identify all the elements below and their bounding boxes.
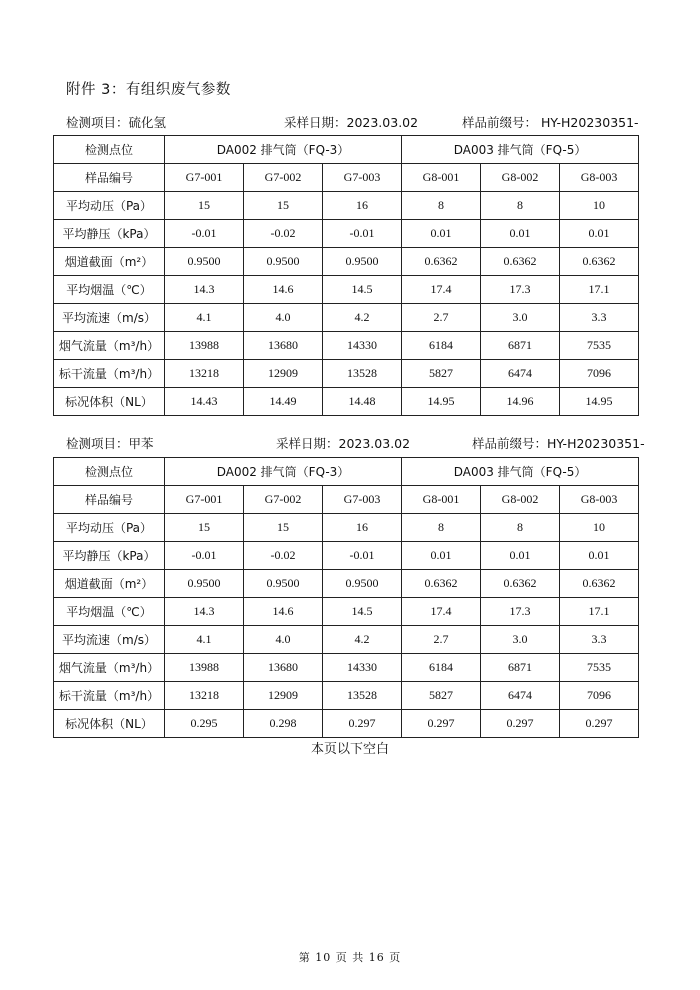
group-header-da003: DA003 排气筒（FQ-5） [402,458,639,486]
cell-value: 14.5 [323,276,402,304]
cell-value: 3.3 [560,626,639,654]
cell-value: 0.6362 [560,570,639,598]
cell-value: 0.9500 [244,248,323,276]
cell-value: 4.2 [323,304,402,332]
cell-value: 0.01 [481,542,560,570]
cell-value: 13528 [323,682,402,710]
cell-value: 6474 [481,682,560,710]
cell-value: -0.02 [244,542,323,570]
cell-value: 13218 [165,682,244,710]
row-label: 平均静压（kPa） [54,220,165,248]
sample-id: G7-002 [244,164,323,192]
cell-value: 17.4 [402,276,481,304]
cell-value: 0.6362 [402,248,481,276]
cell-value: 14.3 [165,276,244,304]
sample-label: 样品编号 [54,486,165,514]
table-row [54,304,639,332]
cell-value: 14.6 [244,276,323,304]
cell-value: 6474 [481,360,560,388]
sample-label: 样品编号 [54,164,165,192]
cell-value: 7535 [560,654,639,682]
header-row [54,136,639,164]
group-header-da002: DA002 排气筒（FQ-3） [165,458,402,486]
cell-value: 2.7 [402,626,481,654]
sample-id: G7-003 [323,164,402,192]
table-row [54,248,639,276]
row-label: 平均静压（kPa） [54,542,165,570]
sample-row [54,486,639,514]
cell-value: -0.01 [323,220,402,248]
cell-value: 6184 [402,332,481,360]
cell-value: 4.2 [323,626,402,654]
point-label: 检测点位 [54,136,165,164]
table-row [54,654,639,682]
cell-value: -0.01 [323,542,402,570]
sample-id: G7-001 [165,486,244,514]
test-item: 检测项目：硫化氢 [66,115,167,130]
row-label: 标况体积（NL） [54,710,165,738]
cell-value: 14.95 [560,388,639,416]
cell-value: 6871 [481,654,560,682]
cell-value: 0.297 [481,710,560,738]
sample-row [54,164,639,192]
cell-value: 15 [244,192,323,220]
sample-id: G8-003 [560,164,639,192]
cell-value: 0.9500 [165,570,244,598]
page-footer: 第 10 页 共 16 页 [298,951,402,964]
table-row [54,598,639,626]
sample-id: G7-001 [165,164,244,192]
cell-value: 3.3 [560,304,639,332]
cell-value: 17.3 [481,276,560,304]
cell-value: 8 [481,514,560,542]
sample-id: G8-002 [481,486,560,514]
cell-value: 13680 [244,332,323,360]
cell-value: 14.48 [323,388,402,416]
sample-id: G7-003 [323,486,402,514]
sample-id: G8-001 [402,164,481,192]
cell-value: 0.01 [402,542,481,570]
cell-value: -0.02 [244,220,323,248]
sample-id: G7-002 [244,486,323,514]
cell-value: 3.0 [481,304,560,332]
cell-value: 15 [165,192,244,220]
cell-value: 8 [402,514,481,542]
table-row [54,360,639,388]
cell-value: 0.01 [402,220,481,248]
sample-prefix: 样品前缀号： HY-H20230351- [462,115,639,130]
cell-value: 7096 [560,360,639,388]
group-header-da002: DA002 排气筒（FQ-3） [165,136,402,164]
cell-value: 0.6362 [560,248,639,276]
cell-value: 4.1 [165,304,244,332]
cell-value: 3.0 [481,626,560,654]
sample-id: G8-002 [481,164,560,192]
cell-value: 0.6362 [402,570,481,598]
row-label: 标况体积（NL） [54,388,165,416]
sample-id: G8-001 [402,486,481,514]
cell-value: 17.4 [402,598,481,626]
cell-value: -0.01 [165,220,244,248]
cell-value: 6184 [402,654,481,682]
cell-value: 0.01 [481,220,560,248]
cell-value: 0.01 [560,220,639,248]
cell-value: 2.7 [402,304,481,332]
cell-value: 5827 [402,360,481,388]
test-item: 检测项目：甲苯 [66,436,154,451]
sample-prefix: 样品前缀号：HY-H20230351- [472,436,645,451]
cell-value: 0.298 [244,710,323,738]
cell-value: 0.9500 [323,570,402,598]
cell-value: 13988 [165,654,244,682]
cell-value: -0.01 [165,542,244,570]
table-row [54,570,639,598]
cell-value: 7096 [560,682,639,710]
cell-value: 0.01 [560,542,639,570]
sampling-date: 采样日期：2023.03.02 [284,115,419,130]
section-1-meta [66,113,639,131]
cell-value: 0.9500 [244,570,323,598]
cell-value: 14330 [323,332,402,360]
group-header-da003: DA003 排气筒（FQ-5） [402,136,639,164]
table-row [54,682,639,710]
cell-value: 13680 [244,654,323,682]
sample-id: G8-003 [560,486,639,514]
table-row [54,332,639,360]
cell-value: 17.1 [560,598,639,626]
row-label: 烟气流量（m³/h） [54,654,165,682]
cell-value: 16 [323,514,402,542]
cell-value: 10 [560,514,639,542]
cell-value: 7535 [560,332,639,360]
cell-value: 12909 [244,360,323,388]
table-row [54,514,639,542]
cell-value: 10 [560,192,639,220]
row-label: 平均烟温（℃） [54,598,165,626]
cell-value: 0.9500 [165,248,244,276]
cell-value: 0.6362 [481,248,560,276]
cell-value: 14.3 [165,598,244,626]
cell-value: 4.1 [165,626,244,654]
row-label: 标干流量（m³/h） [54,682,165,710]
cell-value: 0.297 [402,710,481,738]
cell-value: 16 [323,192,402,220]
cell-value: 5827 [402,682,481,710]
cell-value: 15 [165,514,244,542]
end-note: 本页以下空白 [310,742,389,757]
cell-value: 13218 [165,360,244,388]
table-row [54,710,639,738]
row-label: 标干流量（m³/h） [54,360,165,388]
cell-value: 14.95 [402,388,481,416]
row-label: 平均动压（Pa） [54,192,165,220]
cell-value: 0.6362 [481,570,560,598]
page-title: 附件 3：有组织废气参数 [66,82,231,98]
params-table-1 [53,135,639,416]
cell-value: 17.3 [481,598,560,626]
cell-value: 4.0 [244,626,323,654]
table-row [54,388,639,416]
table-row [54,192,639,220]
row-label: 烟气流量（m³/h） [54,332,165,360]
table-row [54,276,639,304]
row-label: 平均流速（m/s） [54,626,165,654]
cell-value: 6871 [481,332,560,360]
cell-value: 14.96 [481,388,560,416]
cell-value: 0.297 [323,710,402,738]
params-table-2 [53,457,639,738]
cell-value: 14.43 [165,388,244,416]
cell-value: 13988 [165,332,244,360]
cell-value: 0.297 [560,710,639,738]
section-2-meta [66,434,645,452]
row-label: 平均烟温（℃） [54,276,165,304]
sampling-date: 采样日期：2023.03.02 [276,436,411,451]
table-row [54,542,639,570]
row-label: 烟道截面（m²） [54,248,165,276]
cell-value: 4.0 [244,304,323,332]
cell-value: 17.1 [560,276,639,304]
cell-value: 0.295 [165,710,244,738]
cell-value: 15 [244,514,323,542]
cell-value: 14.49 [244,388,323,416]
row-label: 平均流速（m/s） [54,304,165,332]
cell-value: 8 [481,192,560,220]
table-row [54,220,639,248]
cell-value: 12909 [244,682,323,710]
header-row [54,458,639,486]
cell-value: 14.5 [323,598,402,626]
point-label: 检测点位 [54,458,165,486]
row-label: 平均动压（Pa） [54,514,165,542]
row-label: 烟道截面（m²） [54,570,165,598]
cell-value: 0.9500 [323,248,402,276]
table-row [54,626,639,654]
cell-value: 14.6 [244,598,323,626]
cell-value: 8 [402,192,481,220]
cell-value: 13528 [323,360,402,388]
cell-value: 14330 [323,654,402,682]
